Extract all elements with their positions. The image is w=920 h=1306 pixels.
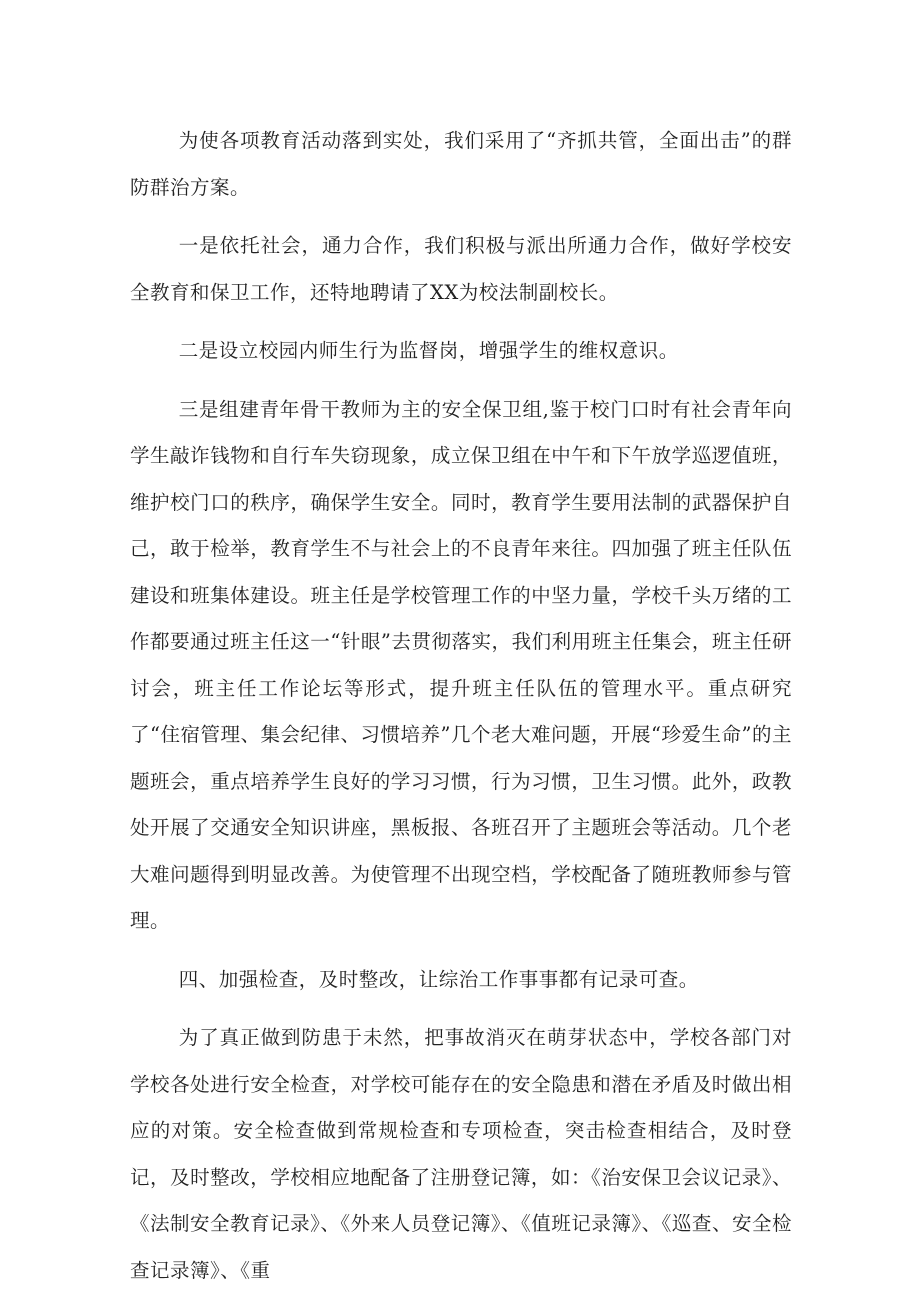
paragraph-supervision-post: 二是设立校园内师生行为监督岗，增强学生的维权意识。: [178, 339, 679, 362]
paragraph-safety-inspection: 为了真正做到防患于未然，把事故消灭在萌芽状态中，学校各部门对学校各处进行安全检查，对学校可能存在的安全隐患和潜在矛盾及时做出相应的对策。安全检查做到常规检查和专项检查，突击检查相结合，及时登记，及时整改，学校相应地配备了注册登记簿，如：《治安保卫会议记录》、《法制安全教育记录》、《外来人员登记簿》、《值班记录簿》、《巡查、安全检查记录簿》、《重: [130, 1026, 792, 1282]
document-body: [130, 118, 792, 1306]
paragraph-section-heading-inspection: 四、加强检查，及时整改，让综治工作事事都有记录可查。: [178, 967, 699, 991]
paragraph-prevention-plan: 为使各项教育活动落到实处，我们采用了“齐抓共管，全面出击”的群防群治方案。: [130, 129, 792, 199]
paragraph-security-team: 三是组建青年骨干教师为主的安全保卫组,鉴于校门口时有社会青年向学生敲诈钱物和自行车失窃现象，成立保卫组在中午和下午放学巡逻值班，维护校门口的秩序，确保学生安全。同时，教育学生要用法制的武器保护自己，敢于检举，教育学生不与社会上的不良青年来往。四加强了班主任队伍建设和班集体建设。班主任是学校管理工作的中坚力量，学校千头万绪的工作都要通过班主任这一“针眼”去贯彻落实，我们利用班主任集会，班主任研讨会，班主任工作论坛等形式，提升班主任队伍的管理水平。重点研究了“住宿管理、集会纪律、习惯培养”几个老大难问题，开展“珍爱生命”的主题班会，重点培养学生良好的学习习惯，行为习惯，卫生习惯。此外，政教处开展了交通安全知识讲座，黑板报、各班召开了主题班会等活动。几个老大难问题得到明显改善。为使管理不出现空档，学校配备了随班教师参与管理。: [130, 397, 792, 932]
paragraph-police-cooperation: 一是依托社会，通力合作，我们积极与派出所通力合作，做好学校安全教育和保卫工作，还特地聘请了XX为校法制副校长。: [130, 234, 792, 304]
